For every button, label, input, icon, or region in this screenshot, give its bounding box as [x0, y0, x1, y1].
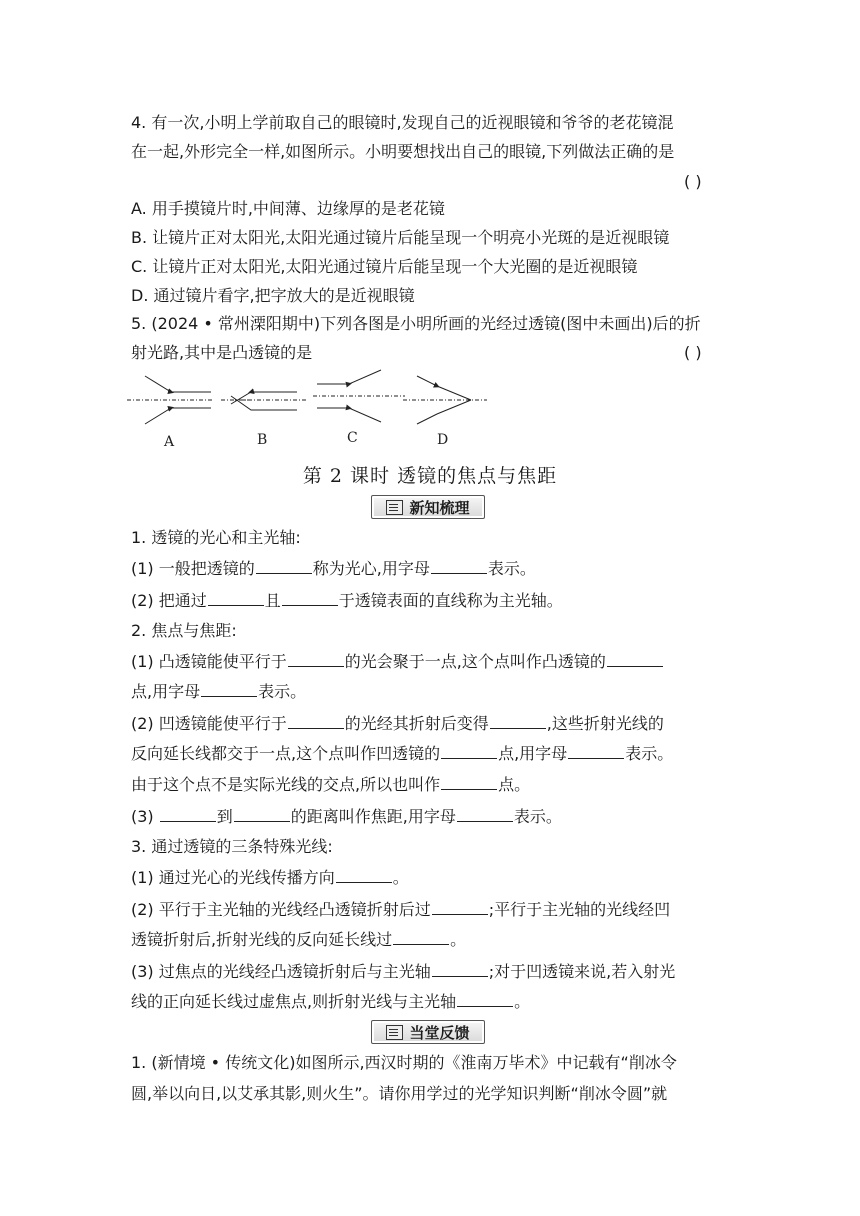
s1-item-1-2: (2) 把通过 且 于透镜表面的直线称为主光轴。 — [131, 591, 563, 610]
section-banner-feedback — [371, 1020, 485, 1044]
fill-blank[interactable] — [288, 713, 344, 729]
s1-item-2-2b: 反向延长线都交于一点,这个点叫作凹透镜的 点,用字母 表示。 — [131, 744, 674, 763]
q4-option-d: D. 通过镜片看字,把字放大的是近视眼镜 — [131, 286, 415, 305]
q5-label-d: D — [437, 432, 449, 448]
fill-blank[interactable] — [431, 558, 487, 574]
fill-blank[interactable] — [568, 743, 624, 759]
s1-item-2-1b: 点,用字母 表示。 — [131, 682, 307, 701]
fill-blank[interactable] — [256, 558, 312, 574]
fill-blank[interactable] — [441, 774, 497, 790]
fill-blank[interactable] — [234, 806, 290, 822]
q4-line-2: 在一起,外形完全一样,如图所示。小明要想找出自己的眼镜,下列做法正确的是 — [131, 142, 675, 161]
q5-label-a: A — [164, 434, 175, 450]
s1-item-1-1: (1) 一般把透镜的 称为光心,用字母 表示。 — [131, 559, 536, 578]
fill-blank[interactable] — [288, 651, 344, 667]
s1-item-1: 1. 透镜的光心和主光轴: — [131, 528, 301, 547]
q4-option-b: B. 让镜片正对太阳光,太阳光通过镜片后能呈现一个明亮小光斑的是近视眼镜 — [131, 228, 670, 247]
s1-item-3-3b: 线的正向延长线过虚焦点,则折射光线与主光轴 。 — [131, 992, 531, 1011]
fill-blank[interactable] — [282, 590, 338, 606]
q4-line-1: 4. 有一次,小明上学前取自己的眼镜时,发现自己的近视眼镜和爷爷的老花镜混 — [131, 113, 674, 132]
section-banner-label: 新知梳理 — [409, 498, 470, 517]
s1-item-2: 2. 焦点与焦距: — [131, 621, 237, 640]
q5-ray-diagrams — [127, 366, 497, 450]
fill-blank[interactable] — [432, 899, 488, 915]
q5-line-1: 5. (2024 • 常州溧阳期中)下列各图是小明所画的光经过透镜(图中未画出)后的折 — [131, 314, 701, 333]
s1-item-3-2b: 透镜折射后,折射光线的反向延长线过 。 — [131, 930, 467, 949]
book-icon — [386, 500, 403, 515]
s1-item-2-3: (3) 到 的距离叫作焦距,用字母 表示。 — [131, 807, 562, 826]
pen-icon — [386, 1025, 403, 1040]
fill-blank[interactable] — [432, 961, 488, 977]
fill-blank[interactable] — [490, 713, 546, 729]
s1-item-3-1: (1) 通过光心的光线传播方向 。 — [131, 868, 409, 887]
fill-blank[interactable] — [393, 929, 449, 945]
q5-label-c: C — [347, 430, 358, 446]
s1-item-2-2c: 由于这个点不是实际光线的交点,所以也叫作 点。 — [131, 775, 531, 794]
s1-item-3-2a: (2) 平行于主光轴的光线经凸透镜折射后过 ;平行于主光轴的光线经凹 — [131, 900, 671, 919]
s1-item-3-3a: (3) 过焦点的光线经凸透镜折射后与主光轴 ;对于凹透镜来说,若入射光 — [131, 962, 676, 981]
s1-item-2-2a: (2) 凹透镜能使平行于 的光经其折射后变得 ,这些折射光线的 — [131, 714, 664, 733]
fill-blank[interactable] — [441, 743, 497, 759]
s2-q1-line-2: 圆,举以向日,以艾承其影,则火生”。请你用学过的光学知识判断“削冰令圆”就 — [131, 1084, 668, 1103]
fill-blank[interactable] — [457, 991, 513, 1007]
q5-line-2: 射光路,其中是凸透镜的是 — [131, 343, 313, 362]
q4-answer-paren: ( ) — [684, 172, 702, 191]
q4-option-c: C. 让镜片正对太阳光,太阳光通过镜片后能呈现一个大光圈的是近视眼镜 — [131, 257, 638, 276]
lesson-title: 第 2 课时 透镜的焦点与焦距 — [302, 465, 558, 487]
fill-blank[interactable] — [457, 806, 513, 822]
s1-item-3: 3. 通过透镜的三条特殊光线: — [131, 837, 333, 856]
fill-blank[interactable] — [607, 651, 663, 667]
fill-blank[interactable] — [336, 867, 392, 883]
fill-blank[interactable] — [160, 806, 216, 822]
section-banner-label: 当堂反馈 — [409, 1023, 470, 1042]
q4-option-a: A. 用手摸镜片时,中间薄、边缘厚的是老花镜 — [131, 199, 445, 218]
s2-q1-line-1: 1. (新情境 • 传统文化)如图所示,西汉时期的《淮南万毕术》中记载有“削冰令 — [131, 1053, 677, 1072]
section-banner-new-knowledge — [371, 495, 485, 519]
q5-answer-paren: ( ) — [684, 343, 702, 362]
fill-blank[interactable] — [201, 681, 257, 697]
q5-label-b: B — [257, 432, 268, 448]
s1-item-2-1a: (1) 凸透镜能使平行于 的光会聚于一点,这个点叫作凸透镜的 — [131, 651, 664, 673]
fill-blank[interactable] — [208, 590, 264, 606]
